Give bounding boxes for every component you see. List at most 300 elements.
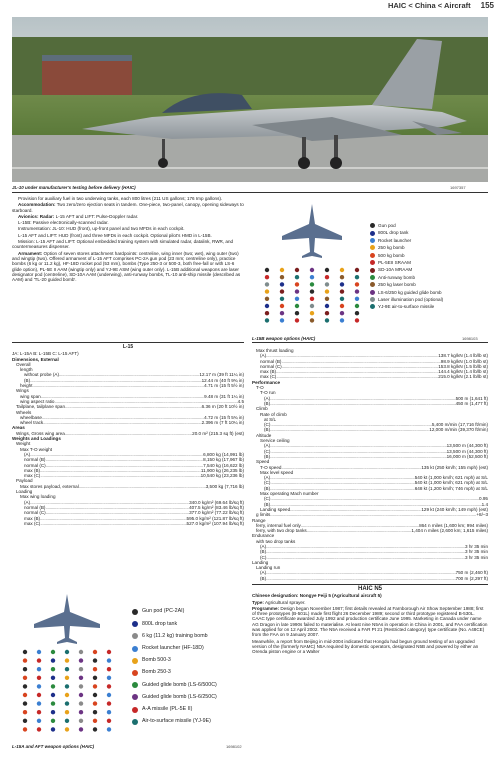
legend-swatch-icon [132,609,138,615]
store-marker [280,311,284,315]
store-marker [93,727,97,731]
store-marker [325,311,329,315]
spec-value: 6,800 kg (14,991 lb) [203,451,244,457]
spec-label: Max stores payload, external [20,483,79,489]
spec-value: 10,540 kg (23,236 lb) [200,473,244,479]
spec-row [12,404,244,409]
spec-label: ferry, internal fuel only [256,522,301,528]
spec-label: Overall [16,361,31,367]
spec-label: Climb [256,406,268,412]
store-marker [265,289,269,293]
spec-label: Max T-O weight [20,446,53,452]
legend-label: Bomb 500-3 [142,657,171,664]
spec-value: 0.95 [479,496,488,502]
spec-value: 135 kt (250 km/h; 155 mph) (est) [421,464,488,470]
legend-label: 250 kg bomb [378,245,405,251]
spec-value: 20.0 m² (215.3 sq ft) (est) [192,430,244,436]
n5-section [252,586,488,656]
store-marker [310,289,314,293]
spec-label: normal (B) [24,457,46,463]
spec-label: at S/L [264,416,277,422]
store-marker [355,304,359,308]
store-marker [79,684,83,688]
spec-value: 450 m (1,477 ft) [455,400,488,406]
legend-label: 6 kg (11.2 kg) training bomb [142,632,208,639]
spec-value: 215.0 kg/kN (2.1 lb/lb st) [438,374,488,380]
spec-row [12,420,244,425]
spec-value: 153.8 kg/kN (1.5 lb/lb st) [438,363,488,369]
store-marker [51,658,55,662]
store-marker [107,650,111,654]
legend-swatch-icon [370,245,375,250]
leader-dots [266,576,455,581]
legend-label: Air-to-surface missile (YJ-9E) [142,718,211,725]
spec-label: Areas [12,425,25,431]
store-marker [65,693,69,697]
legend-item [370,222,488,229]
legend-item [370,274,488,281]
n5-paragraph: Type: Agricultural sprayer. [252,599,306,605]
legend-swatch-icon [132,621,138,627]
store-marker [93,667,97,671]
spec-label: (B) [260,575,267,581]
spec-value: 1,404 n miles (2,600 km; 1,615 miles) [411,528,488,534]
spec-row [252,374,488,379]
l15a-legend [132,606,244,728]
store-marker [93,701,97,705]
spec-label: Landing run [256,565,281,571]
legend-item [132,655,244,667]
spec-row [252,401,488,406]
spec-row [12,521,244,526]
store-marker [340,311,344,315]
leader-dots [33,383,205,388]
spec-label: max (C) [260,374,277,380]
spec-label: Speed [256,459,270,465]
legend-item [132,716,244,728]
store-marker [107,719,111,723]
legend-label: 800L drop tank [142,620,178,627]
store-marker [310,268,314,272]
legend-item [370,229,488,236]
spec-label: Wings [16,388,29,394]
spec-label: Wings, Gross wing area [16,430,65,436]
spec-value: 13,500 m (44,300 ft) [446,448,488,454]
spec-value: 12,000 m/min (39,370 ft/min) [429,427,488,433]
legend-label: Gun pod (PC-2AI) [142,608,185,615]
paragraph-lead: Programme: [252,605,280,611]
store-marker [65,727,69,731]
aircraft-photo [12,17,488,182]
spec-label: (B) [260,549,267,555]
spec-value: 407.5 kg/m² (83.46 lb/sq ft) [189,504,244,510]
spec-label: (B) [24,377,31,383]
store-marker [79,658,83,662]
legend-swatch-icon [370,223,375,228]
spec-label: (B) [264,400,271,406]
store-marker [107,693,111,697]
spec-label: (C) [264,422,271,428]
store-marker [107,727,111,731]
store-marker [79,719,83,723]
spec-value: 4.71 m (15 ft 5½ in) [204,383,244,389]
spec-label: g limits [256,512,271,518]
legend-swatch-icon [132,646,138,652]
legend-label: A-A missile (PL-5E II) [142,705,193,712]
store-marker [93,650,97,654]
spec-label: Landing [252,559,269,565]
leader-dots [276,374,438,379]
legend-item [132,667,244,679]
spec-label: Landing speed [260,506,291,512]
legend-swatch-icon [370,275,375,280]
store-marker [310,304,314,308]
spec-label: (C) [264,448,271,454]
legend-item [132,643,244,655]
store-marker [107,710,111,714]
store-marker [107,667,111,671]
n5-designation: Chinese designation: Nongye Feiji 5 (Agricultural aircraft 5) [252,593,382,599]
store-marker [37,667,41,671]
store-marker [37,684,41,688]
store-marker [51,701,55,705]
spec-label: (C) [264,496,271,502]
store-marker [51,727,55,731]
spec-label: (A) [260,543,267,549]
description-paragraph: Mission: L-15 AFT and LIFT: Optional embedded training system with simulated radar, datalink, RWR, and countermeasures dispenser. [12,239,234,250]
spec-label: (C) [264,480,271,486]
spec-value: 11,900 kg (26,235 lb) [200,467,244,473]
store-marker [65,650,69,654]
store-marker [37,701,41,705]
spec-value: 129 kt (240 km/h; 149 mph) (est) [421,506,488,512]
legend-label: Anti-runway bomb [378,274,416,280]
store-marker [280,289,284,293]
spec-label: Wheels [16,409,32,415]
store-marker [51,693,55,697]
spec-value: 2.396 m (7 ft 10¼ in) [201,420,244,426]
store-marker [340,304,344,308]
paragraph-lead: Type: [252,599,264,605]
spec-label: T-O speed [260,464,282,470]
store-marker [310,275,314,279]
description-paragraph: Accommodation: Two zero/zero ejection seats in tandem. One-piece, two-panel, canopy, opening sideways to starboard. [12,202,244,213]
spec-row [12,473,244,478]
l15b-weapon-diagram [252,196,488,331]
legend-item [370,266,488,273]
spec-value: 1.4 [481,501,488,507]
l15b-stores-chart [252,196,372,326]
leader-dots [281,465,421,470]
spec-label: height [20,383,33,389]
store-marker [325,318,329,322]
store-marker [107,701,111,705]
paragraph-lead: Accommodation: [18,202,56,208]
store-marker [93,684,97,688]
spec-row [252,555,488,560]
leader-dots [270,401,455,406]
legend-item [370,296,488,303]
store-marker [355,289,359,293]
store-marker [23,667,27,671]
store-marker [340,275,344,279]
store-marker [310,311,314,315]
store-marker [295,275,299,279]
legend-label: Gun pod [378,223,396,229]
store-marker [23,658,27,662]
store-marker [355,297,359,301]
store-marker [295,318,299,322]
store-marker [65,710,69,714]
store-marker [310,282,314,286]
legend-swatch-icon [132,719,138,725]
section-path: HAIC < China < Aircraft [387,1,471,10]
store-marker [107,658,111,662]
legend-swatch-icon [370,231,375,236]
spec-value: 16,000 m (52,500 ft) [446,453,488,459]
leader-dots [270,427,429,432]
spec-value: 527.0 kg/m² (107.94 lb/sq ft) [186,520,244,526]
legend-item [370,252,488,259]
n5-title: HAIC N5 [357,586,382,592]
store-marker [23,701,27,705]
spec-row [252,427,488,432]
legend-label: LS-6/250 kg guided glide bomb [378,289,442,295]
legend-swatch-icon [370,238,375,243]
store-marker [325,304,329,308]
spec-label: normal (B) [24,504,46,510]
spec-label: Range [252,517,266,523]
store-marker [93,710,97,714]
store-marker [79,701,83,705]
paragraph-lead: Avionics: Radar: [18,213,55,219]
store-marker [79,693,83,697]
legend-label: 800L drop tank [378,230,409,236]
legend-swatch-icon [370,282,375,287]
store-marker [23,684,27,688]
spec-value: 3,500 kg (7,716 lb) [205,483,244,489]
spec-value: 500 m (1,641 ft) [455,395,488,401]
store-marker [37,710,41,714]
store-marker [265,275,269,279]
spec-value: 9.48 m (31 ft 1¼ in) [204,393,244,399]
photo-id: 1697357 [450,185,466,190]
store-marker [23,719,27,723]
store-marker [37,693,41,697]
leader-dots [65,404,202,409]
store-marker [23,650,27,654]
store-marker [340,297,344,301]
legend-item [370,259,488,266]
spec-label: Weight [16,441,31,447]
spec-label: Max wing loading [20,494,56,500]
spec-label: Performance [252,379,281,385]
spec-label: Weights and Loadings [12,436,61,442]
store-marker [51,650,55,654]
spec-label: length [20,367,33,373]
spec-label: normal (B) [260,358,282,364]
spec-label: Loading [16,489,33,495]
legend-item [132,679,244,691]
store-marker [340,268,344,272]
store-marker [37,727,41,731]
legend-label: Bomb 250-3 [142,669,171,676]
store-marker [265,268,269,272]
spec-value: 13,500 m (44,300 ft) [446,443,488,449]
store-marker [51,684,55,688]
store-marker [79,710,83,714]
spec-label: T-O run [260,390,276,396]
store-marker [65,684,69,688]
spec-value: 595.0 kg/m² (121.87 lb/sq ft) [186,515,244,521]
store-marker [265,282,269,286]
divider [252,342,488,343]
description-text [12,196,244,283]
store-marker [265,297,269,301]
spec-label: Payload [16,478,33,484]
leader-dots [79,484,206,489]
spec-label: (A) [260,570,267,576]
store-marker [51,676,55,680]
store-marker [295,268,299,272]
l15a-caption-id: 1698102 [226,744,242,749]
store-marker [355,318,359,322]
spec-row [12,383,244,388]
spec-row [252,512,488,517]
spec-label: max (B) [24,467,41,473]
spec-label: normal (C) [24,510,46,516]
spec-row [12,484,244,489]
store-marker [51,667,55,671]
store-marker [295,289,299,293]
description-paragraph: Provision for auxiliary fuel in two underwing tanks, each 800 litres (211 US gallons; 176 Imp gallons). [18,196,223,201]
spec-label: wheel track [20,420,44,426]
store-marker [280,297,284,301]
spec-value: 5,400 m/min (17,716 ft/min) [431,422,488,428]
store-marker [51,719,55,723]
spec-label: without probe (A) [24,372,59,378]
spec-label: (B) [264,485,271,491]
l15a-weapon-diagram [12,590,244,742]
legend-item [132,630,244,642]
l15-spec-table-continued [252,348,488,581]
leader-dots [40,521,186,526]
spec-value: 6.36 m (20 ft 10½ in) [201,404,244,410]
spec-label: (A) [260,353,267,359]
spec-label: T-O [256,385,264,391]
legend-item [132,606,244,618]
store-marker [107,684,111,688]
spec-row [252,528,488,533]
store-marker [355,282,359,286]
store-marker [280,282,284,286]
spec-label: max (C) [24,520,41,526]
store-marker [79,676,83,680]
spec-value: 3 hr 35 min [465,549,488,555]
spec-value: 7,540 kg (16,622 lb) [203,462,244,468]
page-number: 155 [480,1,494,10]
spec-label: with two drop tanks [256,538,296,544]
jl10-photo-illustration [12,17,488,182]
store-marker [340,289,344,293]
store-marker [37,676,41,680]
store-marker [280,318,284,322]
description-paragraph: L-15 AFT and LIFT: HUD (front) and three MFDs in each cockpit. Optional pilot's HMD in L-15B. [18,232,212,238]
legend-swatch-icon [132,707,138,713]
spec-label: max (B) [24,515,41,521]
legend-item [132,618,244,630]
store-marker [65,658,69,662]
spec-label: (B) [264,453,271,459]
leader-dots [270,454,447,459]
store-marker [340,318,344,322]
store-marker [325,297,329,301]
spec-label: Tailplane, tailplane span [16,404,66,410]
running-header [388,3,494,8]
description-paragraph: Instrumentation: JL-10: HUD (front), up-front panel and two MFDs in each cockpit. [18,226,185,232]
spec-label: (A) [264,395,271,401]
l15a-stores-chart [12,590,122,742]
legend-swatch-icon [132,682,138,688]
legend-swatch-icon [370,260,375,265]
store-marker [295,282,299,286]
leader-dots [266,555,465,560]
spec-label: Endurance [252,533,275,539]
store-marker [355,311,359,315]
spec-value: 12.17 m (39 ft 11¼ in) [199,372,244,378]
spec-label: Altitude [256,432,272,438]
legend-swatch-icon [132,694,138,700]
legend-swatch-icon [132,670,138,676]
legend-item [132,691,244,703]
spec-label: normal (C) [24,462,46,468]
spec-value: 540 kt (1,000 km/h; 621 mph) at S/L [414,475,488,481]
store-marker [310,297,314,301]
spec-label: Dimensions, External [12,356,59,362]
legend-item [370,244,488,251]
l15-spec-table [12,345,244,526]
spec-value: 144.4 kg/kN (1.4 lb/lb st) [438,369,488,375]
store-marker [37,650,41,654]
spec-label: Max thrust loading [256,348,294,353]
store-marker [79,650,83,654]
leader-dots [307,528,412,533]
store-marker [325,289,329,293]
store-marker [265,311,269,315]
divider [12,342,244,343]
spec-label: (C) [260,554,267,560]
store-marker [325,282,329,286]
store-marker [23,676,27,680]
store-marker [23,710,27,714]
description-paragraph: L-15B: Passive electronically-scanned radar. [18,220,109,226]
legend-item [370,289,488,296]
n5-paragraph: Programme: Design began November 1987; first details revealed at Farnborough Air Show September 1988; first of three prototypes (B-501L) made first flight 26 December 1989; second or third prototype registered B-530L. CAAC type certificate awarded July 1992 and production certificate June 1995. Marketing in Canada under name AG Dragon in late 1990s failed to materialise. At least nine N5As in operation in China in 2001, and FAA certification was applied for on 12 April 2002. The N5A received a FAR Pt 21 (Restricted category) type certificate (No. A48CE) from the FAA on 9 January 2007. [252,605,488,638]
spec-value: 864 n miles (1,600 km; 994 miles) [419,522,488,528]
spec-value: 700 m (2,297 ft) [455,575,488,581]
store-marker [107,676,111,680]
store-marker [23,727,27,731]
legend-label: 500 kg bomb [378,252,405,258]
store-marker [325,268,329,272]
spec-label: wing aspect ratio [20,398,55,404]
legend-item [370,303,488,310]
spec-label: normal (C) [260,363,282,369]
spec-value: 3 hr 35 min [465,543,488,549]
store-marker [65,667,69,671]
l15a-caption: L-15A and AFT weapon options (HAIC) [12,744,95,749]
legend-label: 250 kg laser bomb [378,282,416,288]
